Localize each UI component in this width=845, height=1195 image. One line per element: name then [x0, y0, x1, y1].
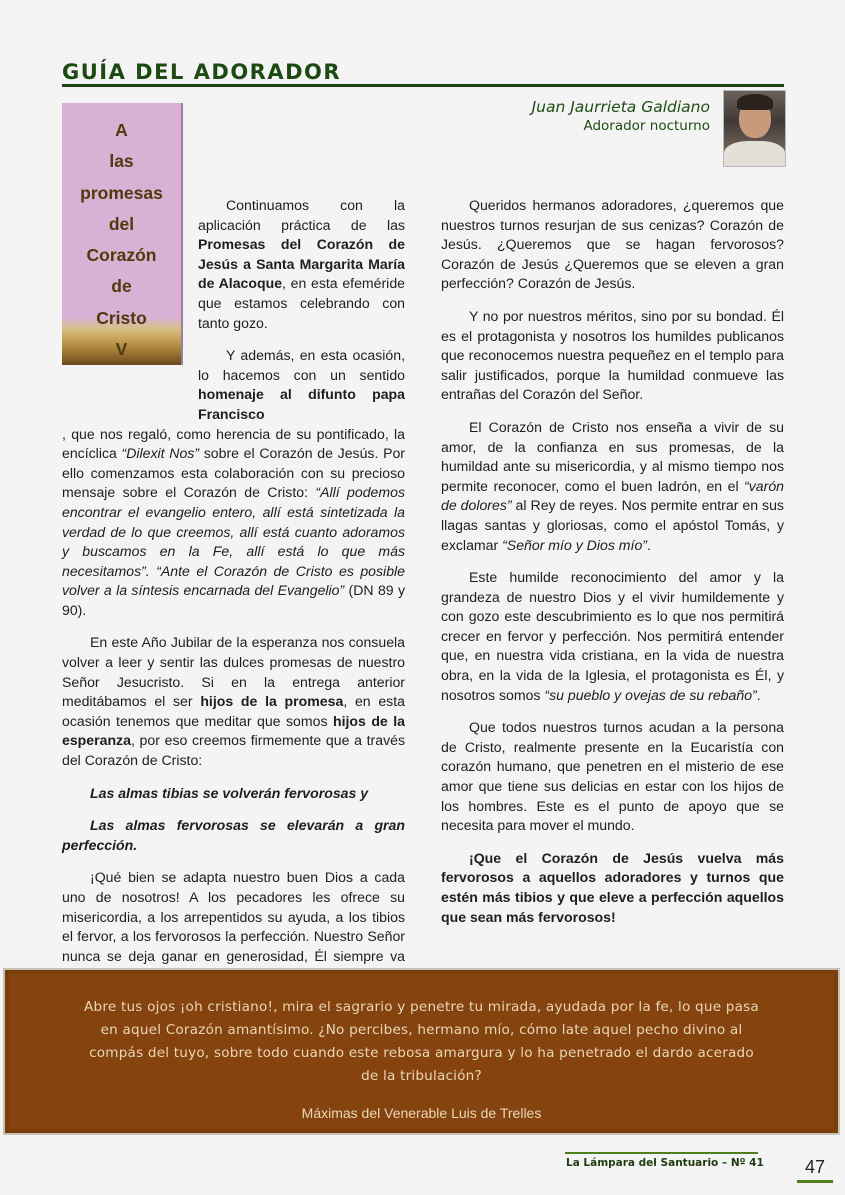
article-title-line: del: [108, 213, 135, 234]
footer-rule: [565, 1152, 758, 1154]
paragraph: El Corazón de Cristo nos enseña a vivir de su amor, de la confianza en sus promesas, de la humildad ante su misericordia, y al mismo tiempo nos permite reconocer, como el buen ladrón, en el “varón de dolores” al Rey de reyes. Nos permite entrar en sus llagas santas y gloriosas, como el apóstol Tomás, y exclamar “Señor mío y Dios mío”.: [441, 418, 784, 553]
paragraph: Queridos hermanos adoradores, ¿queremos que nuestros turnos resurjan de sus cenizas? Corazón de Jesús. ¿Queremos que se hagan fervorosos? Corazón de Jesús ¿Queremos que se eleven a gran perfección? Corazón de Jesús.: [441, 197, 784, 292]
quote-source: Máximas del Venerable Luis de Trelles: [301, 1105, 542, 1121]
page-number: 47: [804, 1157, 826, 1177]
title-rule: [62, 84, 784, 87]
promise-line: Las almas fervorosas se elevarán a gran perfección.: [62, 817, 405, 853]
author-photo: [723, 90, 786, 167]
article-title-line: promesas: [80, 182, 163, 203]
article-title-line: Corazón: [86, 245, 157, 266]
footer-publication: La Lámpara del Santuario – Nº 41: [566, 1157, 764, 1169]
closing-paragraph: ¡Que el Corazón de Jesús vuelva más fervorosos a aquellos adoradores y turnos que estén más tibios y que eleve a perfección aquellos que sean más fervorosos!: [441, 849, 784, 925]
article-title-line: V: [115, 339, 128, 360]
paragraph: ¡Qué bien se adapta nuestro buen Dios a cada uno de nosotros! A los pecadores les ofrece su misericordia, a los arrepentidos su ayuda, a los tibios el fervor, a los fervorosos la perfección. Nuestro Señor nunca se deja ganar en generosidad, Él siempre va: [62, 869, 405, 964]
quote-text: Abre tus ojos ¡oh cristiano!, mira el sagrario y penetre tu mirada, ayudada por la fe, lo que pasa en aquel Corazón amantísimo. ¿No percibes, hermano mío, cómo late aquel pecho divino al compás del tuyo, sobre todo cuando este rebosa amargura y lo ha penetrado el dardo acerado de la tribulación?: [84, 999, 759, 1084]
paragraph: Continuamos con la aplicación práctica de las Promesas del Corazón de Jesús a Santa Margarita María de Alacoque, en esta efeméride que estamos celebrando con tanto gozo.: [198, 197, 405, 331]
article-title-line: Cristo: [96, 307, 147, 328]
section-title: GUÍA DEL ADORADOR: [62, 60, 342, 84]
promise-line: Las almas tibias se volverán fervorosas y: [90, 784, 369, 801]
paragraph: Este humilde reconocimiento del amor y la grandeza de nuestro Dios y el vivir humildemente y con gozo este descubrimiento es lo que nos permitirá crecer en fervor y perfección. Nos permitirá entender que, en nuestra vida cristiana, en la vida de nuestra obra, en la vida de la Iglesia, el protagonista es Él, y nosotros somos “su pueblo y ovejas de su rebaño”.: [441, 569, 784, 703]
author-photo-shoulders: [724, 141, 785, 167]
quote-box: [3, 968, 840, 1135]
paragraph: Y además, en esta ocasión, lo hacemos con un sentido homenaje al difunto papa Francisco: [198, 347, 405, 422]
left-column: [62, 196, 405, 1019]
article-title-line: A: [115, 120, 128, 140]
paragraph: Y no por nuestros méritos, sino por su bondad. Él es el protagonista y nosotros los humildes publicanos que reconocemos nuestra pequeñez en el templo para salir justificados, porque la humildad conmueve las entrañas del Corazón del Señor.: [441, 307, 784, 403]
author-block: [532, 97, 710, 135]
right-column: [441, 196, 784, 940]
author-name: Juan Jaurrieta Galdiano: [531, 98, 710, 116]
article-title-line: las: [109, 151, 134, 172]
paragraph: En este Año Jubilar de la esperanza nos consuela volver a leer y sentir las dulces promesas de nuestro Señor Jesucristo. Si en la entrega anterior meditábamos el ser hijos de la promesa, en esta ocasión tenemos que meditar que somos hijos de la esperanza, por eso creemos firmemente que a través del Corazón de Cristo:: [62, 634, 405, 769]
article-title-line: de: [111, 276, 132, 297]
page-number-rule: [797, 1180, 833, 1183]
paragraph: Que todos nuestros turnos acudan a la persona de Cristo, realmente presente en la Eucaristía con corazón humano, que penetren en el misterio de ese amor que tiene sus delicias en estar con los hijos de los hombres. Este es el punto de apoyo que se necesita para mover el mundo.: [441, 719, 784, 834]
paragraph: , que nos regaló, como herencia de su pontificado, la encíclica “Dilexit Nos” sobre el Corazón de Jesús. Por ello comenzamos esta colaboración con su precioso mensaje sobre el Corazón de Cristo: “Allí podemos encontrar el evangelio entero, allí está sintetizada la verdad de lo que creemos, allí está cuanto adoramos y buscamos en la Fe, allí está lo que más necesitamos”. “Ante el Corazón de Cristo es posible volver a la síntesis encarnada del Evangelio” (DN 89 y 90).: [62, 425, 405, 618]
author-photo-hair: [737, 94, 773, 110]
author-role: Adorador nocturno: [583, 118, 710, 134]
